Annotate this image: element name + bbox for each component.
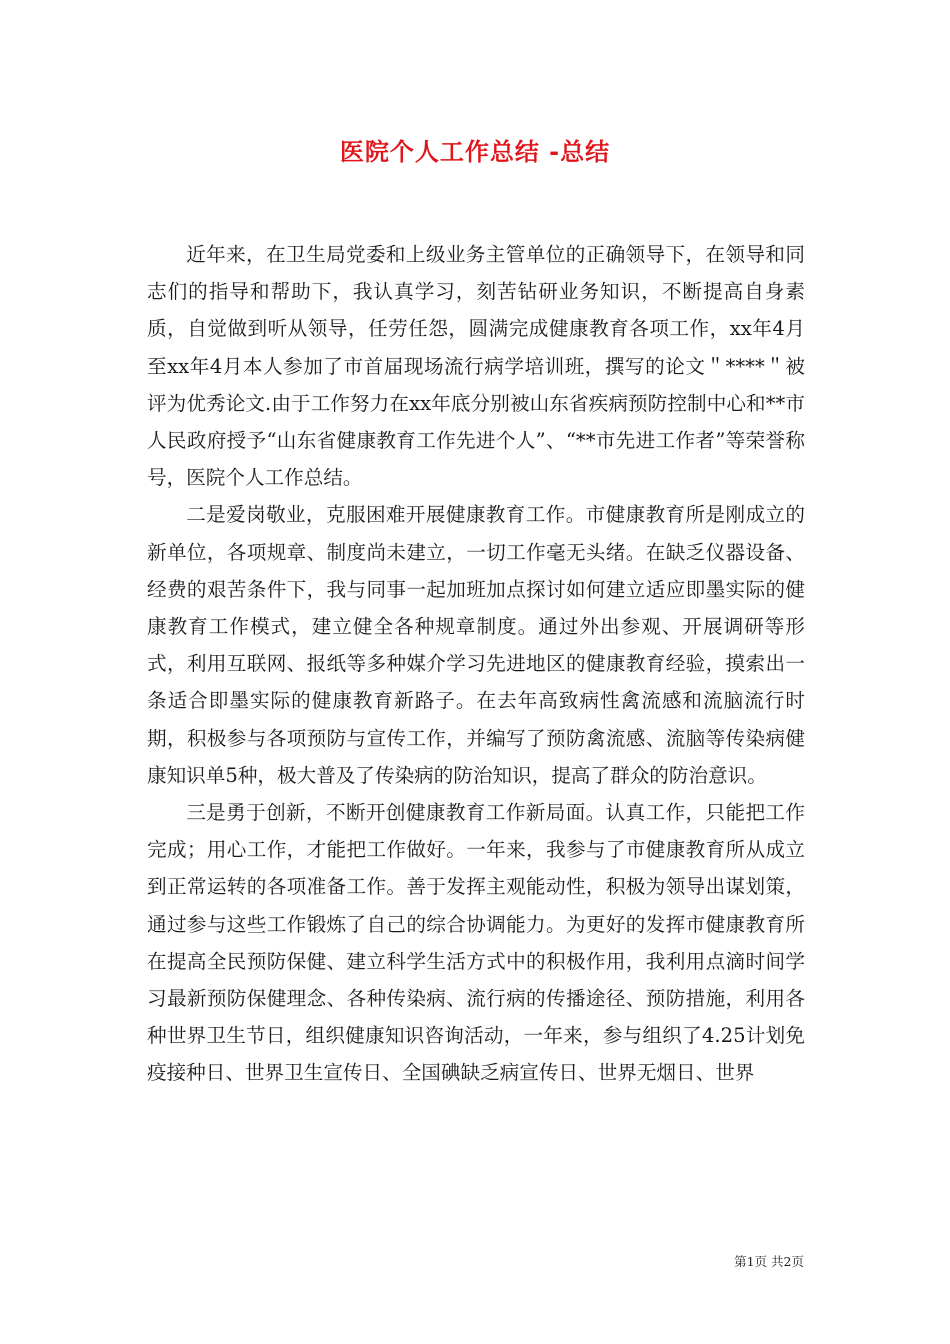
paragraph-3: 三是勇于创新，不断开创健康教育工作新局面。认真工作，只能把工作完成；用心工作，才能把工作做好。一年来，我参与了市健康教育所从成立到正常运转的各项准备工作。善于发挥主观能动性，积极为领导出谋划策，通过参与这些工作锻炼了自己的综合协调能力。为更好的发挥市健康教育所在提高全民预防保健、建立科学生活方式中的积极作用，我利用点滴时间学习最新预防保健理念、各种传染病、流行病的传播途径、预防措施，利用各种世界卫生节日，组织健康知识咨询活动，一年来，参与组织了4.25计划免疫接种日、世界卫生宣传日、全国碘缺乏病宣传日、世界无烟日、世界 bbox=[147, 801, 805, 1085]
paragraph-1: 近年来，在卫生局党委和上级业务主管单位的正确领导下，在领导和同志们的指导和帮助下，我认真学习，刻苦钻研业务知识，不断提高自身素质，自觉做到听从领导，任劳任怨，圆满完成健康教育各项工作，xx年4月至xx年4月本人参加了市首届现场流行病学培训班，撰写的论文＂****＂被评为优秀论文.由于工作努力在xx年底分别被山东省疾病预防控制中心和**市人民政府授予“山东省健康教育工作先进个人”、“**市先进工作者”等荣誉称号，医院个人工作总结。 bbox=[147, 243, 805, 490]
paragraph-2: 二是爱岗敬业，克服困难开展健康教育工作。市健康教育所是刚成立的新单位，各项规章、制度尚未建立，一切工作毫无头绪。在缺乏仪器设备、经费的艰苦条件下，我与同事一起加班加点探讨如何建立适应即墨实际的健康教育工作模式，建立健全各种规章制度。通过外出参观、开展调研等形式，利用互联网、报纸等多种媒介学习先进地区的健康教育经验，摸索出一条适合即墨实际的健康教育新路子。在去年高致病性禽流感和流脑流行时期，积极参与各项预防与宣传工作，并编写了预防禽流感、流脑等传染病健康知识单5种，极大普及了传染病的防治知识，提高了群众的防治意识。 bbox=[147, 503, 805, 787]
page-title: 医院个人工作总结 -总结 bbox=[339, 138, 611, 166]
page-number: 第1页 共2页 bbox=[734, 1254, 804, 1269]
document-body bbox=[147, 236, 805, 1092]
